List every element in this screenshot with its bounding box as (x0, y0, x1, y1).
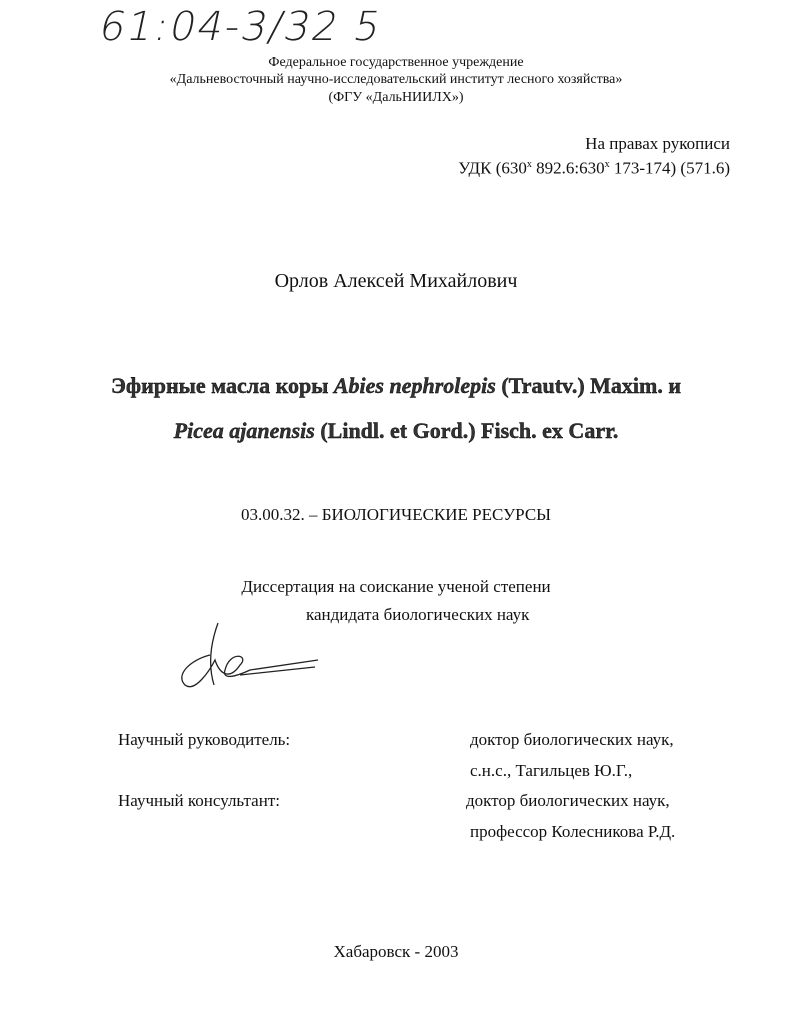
supervisor-degree: доктор биологических наук, (470, 730, 674, 749)
city-year: Хабаровск - 2003 (333, 942, 459, 961)
specialty-code: 03.00.32. – БИОЛОГИЧЕСКИЕ РЕСУРСЫ (241, 505, 551, 524)
consultant-degree: доктор биологических наук, (466, 791, 670, 810)
udk-code: УДК ($630^х$ $892.6:630^х$ 173-174) (571.6) (458, 158, 730, 178)
supervisor-name: с.н.с., Тагильцев Ю.Г., (470, 761, 633, 780)
org-line-3: (ФГУ «ДальНИИЛХ») (328, 90, 464, 105)
dissertation-title-line-1: Эфирные масла коры Abies nephrolepis (Trautv.) Maxim. и (110, 373, 682, 398)
degree-line-1: Диссертация на соискание ученой степени (241, 577, 551, 596)
supervisor-label: Научный руководитель: (118, 730, 291, 749)
manuscript-rights: На правах рукописи (585, 134, 730, 153)
dissertation-title-line-2: Picea ajanensis (Lindl. et Gord.) Fisch. ex Carr. (173, 418, 619, 443)
consultant-label: Научный консультант: (118, 791, 280, 810)
handwritten-catalog-number: 61:04-3/32 5 (95, 4, 387, 50)
degree-line-2: кандидата биологических наук (306, 605, 530, 624)
org-line-1: Федеральное государственное учреждение (268, 55, 524, 70)
signature (170, 615, 330, 695)
consultant-name: профессор Колесникова Р.Д. (470, 822, 676, 841)
org-line-2: «Дальневосточный научно-исследовательский институт лесного хозяйства» (169, 72, 623, 87)
author-name: Орлов Алексей Михайлович (274, 270, 518, 292)
